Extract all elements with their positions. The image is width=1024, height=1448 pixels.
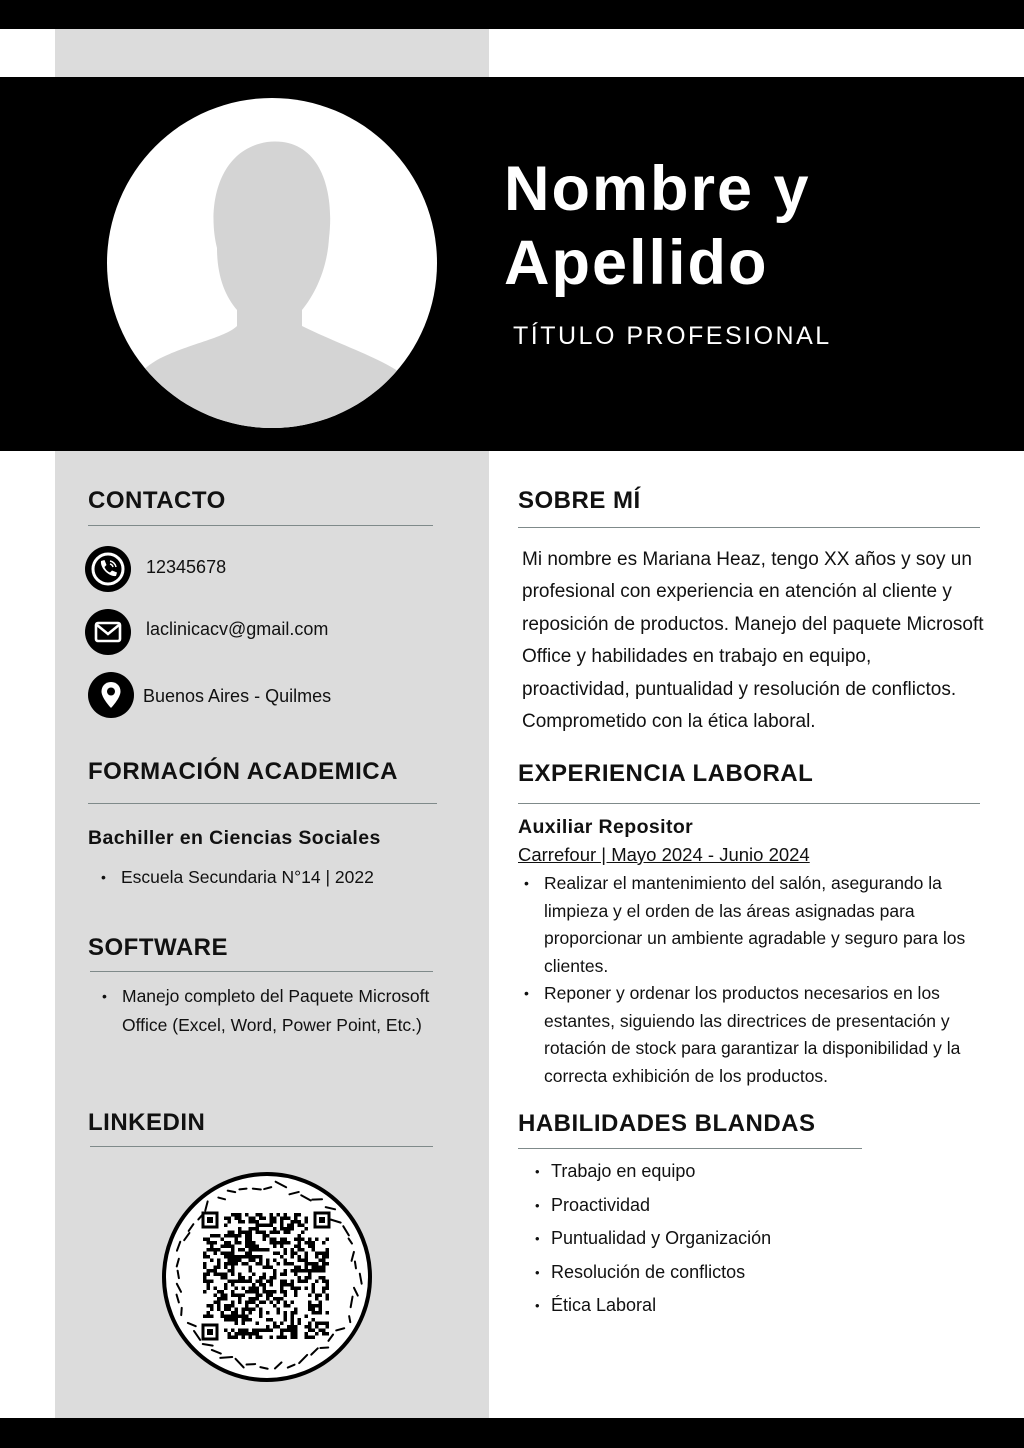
list-item: • Trabajo en equipo	[518, 1155, 918, 1189]
software-heading: SOFTWARE	[88, 934, 228, 961]
education-list	[95, 864, 435, 892]
qr-ring-dash	[253, 1189, 261, 1190]
list-item: • Proactividad	[518, 1189, 918, 1223]
qr-ring-dash	[239, 1189, 246, 1190]
about-heading: SOBRE MÍ	[518, 487, 641, 514]
soft-skills-heading: HABILIDADES BLANDAS	[518, 1110, 816, 1137]
list-item: • Ética Laboral	[518, 1289, 918, 1323]
professional-title: TÍTULO PROFESIONAL	[513, 322, 832, 350]
software-divider	[90, 971, 433, 972]
list-item: • Puntualidad y Organización	[518, 1222, 918, 1256]
linkedin-divider	[90, 1146, 433, 1147]
qr-ring-dash	[181, 1308, 182, 1315]
list-item: • Escuela Secundaria N°14 | 2022	[95, 864, 435, 892]
experience-heading: EXPERIENCIA LABORAL	[518, 760, 814, 787]
list-item: • Reponer y ordenar los productos necesarios en los estantes, siguiendo las directrices de presentación y rotación de stock para garantizar la disponibilidad y la correcta exhibición de los productos.	[518, 980, 999, 1090]
about-divider	[518, 527, 980, 528]
contact-divider	[88, 525, 433, 526]
linkedin-heading: LINKEDIN	[88, 1109, 206, 1136]
qr-code[interactable]	[162, 1172, 372, 1382]
experience-list	[518, 870, 999, 1090]
map-pin-icon	[88, 672, 134, 718]
bottom-bar	[0, 1418, 1024, 1448]
qr-ring-dash	[178, 1271, 179, 1278]
job-company-dates: Carrefour | Mayo 2024 - Junio 2024	[518, 844, 810, 865]
envelope-icon	[85, 609, 131, 655]
email-address[interactable]: laclinicacv@gmail.com	[146, 619, 329, 639]
contact-heading: CONTACTO	[88, 487, 226, 514]
experience-divider	[518, 803, 980, 804]
soft-skills-divider	[518, 1148, 862, 1149]
avatar-placeholder-icon	[107, 98, 437, 428]
location-text: Buenos Aires - Quilmes	[143, 686, 332, 706]
phone-number[interactable]: 12345678	[146, 557, 227, 577]
qr-ring-dash	[355, 1262, 356, 1269]
software-list	[96, 982, 441, 1040]
degree-title: Bachiller en Ciencias Sociales	[88, 827, 381, 849]
top-bar	[0, 0, 1024, 29]
list-item: • Resolución de conflictos	[518, 1256, 918, 1290]
candidate-name: Nombre y Apellido	[504, 154, 811, 298]
qr-ring-dash	[349, 1316, 350, 1322]
list-item: • Manejo completo del Paquete Microsoft Office (Excel, Word, Power Point, Etc.)	[96, 982, 441, 1040]
phone-icon	[85, 546, 131, 592]
profile-photo	[107, 98, 437, 428]
soft-skills-list	[518, 1155, 918, 1323]
education-divider	[88, 803, 437, 804]
qr-ring-dash	[220, 1357, 232, 1358]
job-role: Auxiliar Repositor	[518, 816, 694, 838]
about-text: Mi nombre es Mariana Heaz, tengo XX años y soy un profesional con experiencia en atención al cliente y reposición de productos. Manejo del paquete Microsoft Office y habilidades en trabajo en equipo, proactividad, puntualidad y resolución de conflictos. Comprometido con la ética laboral.	[522, 549, 984, 733]
list-item: • Realizar el mantenimiento del salón, asegurando la limpieza y el orden de las áreas asignadas para proporcionar un ambiente agradable y seguro para los clientes.	[518, 870, 999, 980]
education-heading: FORMACIÓN ACADEMICA	[88, 758, 398, 785]
qr-ring-dash	[320, 1347, 328, 1348]
